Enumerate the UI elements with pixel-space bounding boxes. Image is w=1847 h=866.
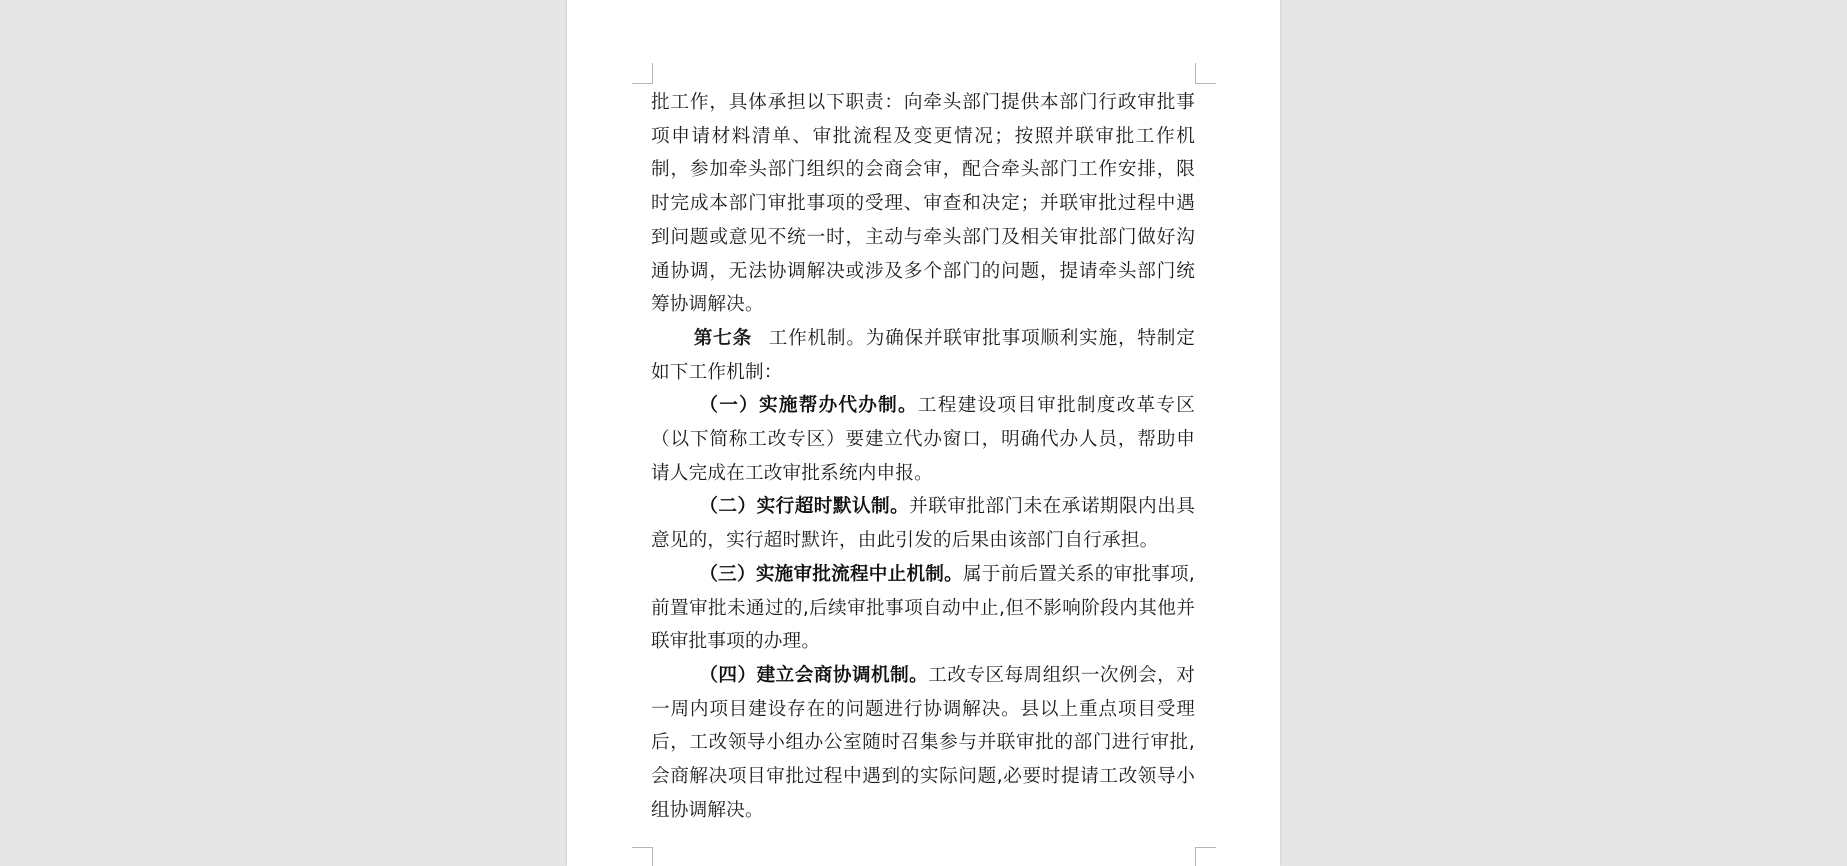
paragraph-text: 工作机制。为确保并联审批事项顺利实施，特制定如下工作机制： <box>651 327 1195 383</box>
article-label: 第七条 <box>693 327 752 349</box>
paragraph-text: 工改专区每周组织一次例会，对一周内项目建设存在的问题进行协调解决。县以上重点项目受理后，工改领导小组办公室随时召集参与并联审批的部门进行审批,会商解决项目审批过程中遇到的实际问题,必要时提请工改领导小组协调解决。 <box>651 664 1195 821</box>
paragraph <box>651 86 1195 322</box>
paragraph-text: 并联审批部门未在承诺期限内出具意见的，实行超时默许，由此引发的后果由该部门自行承担。 <box>651 496 1195 552</box>
margin-mark-top-right <box>1195 63 1216 84</box>
item-heading: （二）实行超时默认制。 <box>699 496 910 518</box>
item-heading: （一）实施帮办代办制。 <box>699 395 918 417</box>
item-heading: （三）实施审批流程中止机制。 <box>699 563 963 585</box>
document-page[interactable] <box>567 0 1280 866</box>
paragraph-article-7 <box>651 322 1195 389</box>
margin-mark-bottom-left <box>632 847 653 866</box>
paragraph-item-2 <box>651 490 1195 557</box>
paragraph-item-3 <box>651 558 1195 659</box>
paragraph-text: 工程建设项目审批制度改革专区（以下简称工改专区）要建立代办窗口，明确代办人员，帮助申请人完成在工改审批系统内申报。 <box>651 395 1195 484</box>
item-heading: （四）建立会商协调机制。 <box>699 664 929 686</box>
paragraph-text: 属于前后置关系的审批事项,前置审批未通过的,后续审批事项自动中止,但不影响阶段内其他并联审批事项的办理。 <box>651 563 1195 653</box>
margin-mark-top-left <box>632 63 653 84</box>
paragraph-item-4 <box>651 659 1195 828</box>
paragraph-text: 批工作，具体承担以下职责：向牵头部门提供本部门行政审批事项申请材料清单、审批流程及变更情况；按照并联审批工作机制，参加牵头部门组织的会商会审，配合牵头部门工作安排，限时完成本部门审批事项的受理、审查和决定；并联审批过程中遇到问题或意见不统一时，主动与牵头部门及相关审批部门做好沟通协调，无法协调解决或涉及多个部门的问题，提请牵头部门统筹协调解决。 <box>651 92 1195 316</box>
paragraph-item-1 <box>651 389 1195 490</box>
document-body[interactable] <box>651 86 1195 827</box>
margin-mark-bottom-right <box>1195 847 1216 866</box>
